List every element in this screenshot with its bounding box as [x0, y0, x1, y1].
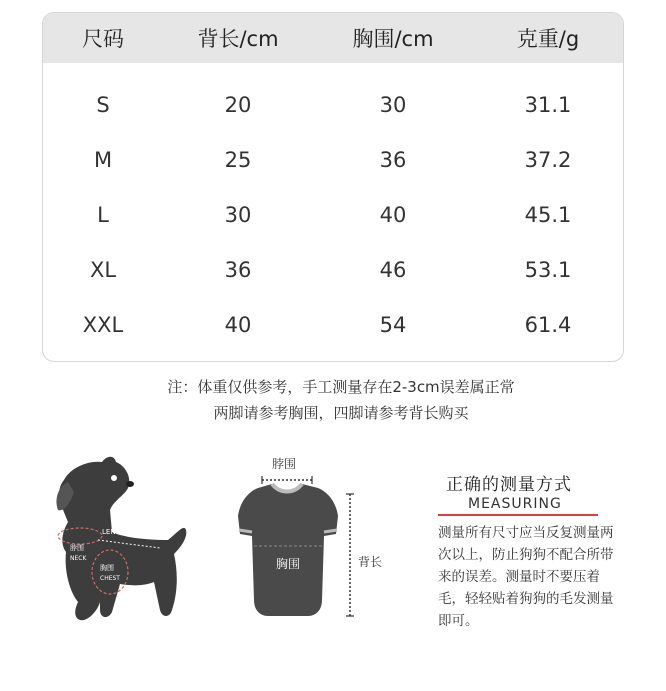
header-size: 尺码 [82, 27, 124, 51]
chest-label-cn: 胸围 [100, 564, 114, 572]
cell-size: XXL [82, 312, 124, 337]
shirt-chest-label: 胸围 [276, 557, 301, 571]
method-title: 正确的测量方式 [446, 475, 572, 495]
cell-weight: 61.4 [524, 312, 572, 337]
dog-eye [111, 475, 117, 481]
cell-chest: 46 [379, 257, 407, 282]
cell-weight: 45.1 [524, 202, 572, 227]
cell-back-length: 40 [224, 312, 252, 337]
neck-label-en: NECK [70, 555, 87, 562]
cell-weight: 53.1 [524, 257, 572, 282]
method-divider [438, 514, 598, 516]
dog-measure-illustration [40, 452, 210, 632]
measuring-method [438, 470, 638, 632]
shirt-silhouette [238, 484, 338, 616]
header-weight: 克重/g [516, 27, 580, 51]
table-row [43, 187, 623, 242]
neck-label-cn: 脖围 [70, 544, 84, 552]
cell-size: XL [89, 257, 117, 282]
shirt-measure-illustration [228, 450, 398, 630]
note-weight-error: 注：体重仅供参考，手工测量存在2-3cm误差属正常 [167, 378, 515, 396]
cell-chest: 40 [379, 202, 407, 227]
table-row [43, 297, 623, 352]
cell-chest: 36 [379, 147, 407, 172]
cell-back-length: 36 [224, 257, 252, 282]
header-back-length: 背长/cm [197, 27, 279, 51]
shirt-back-label: 背长 [358, 555, 383, 569]
shirt-neck-label: 脖围 [272, 457, 297, 471]
cell-weight: 31.1 [524, 92, 572, 117]
table-row [43, 242, 623, 297]
table-header [43, 13, 623, 63]
header-chest: 胸围/cm [352, 27, 434, 51]
cell-size: S [96, 92, 110, 117]
table-row [43, 77, 623, 132]
cell-back-length: 30 [224, 202, 252, 227]
cell-back-length: 20 [224, 92, 252, 117]
dog-nose [126, 481, 134, 487]
dog-silhouette [59, 457, 186, 620]
cell-chest: 30 [379, 92, 407, 117]
cell-size: L [97, 202, 109, 227]
cell-chest: 54 [379, 312, 407, 337]
chest-label-en: CHEST [100, 575, 120, 582]
cell-weight: 37.2 [524, 147, 572, 172]
method-subtitle: MEASURING [468, 496, 562, 512]
size-notes [0, 374, 666, 426]
table-row [43, 132, 623, 187]
length-label: LENGTH背长 [102, 528, 145, 536]
table-body [43, 63, 623, 352]
note-purchase-guide: 两脚请参考胸围，四脚请参考背长购买 [213, 404, 469, 422]
size-table [42, 12, 624, 362]
cell-back-length: 25 [224, 147, 252, 172]
cell-size: M [93, 147, 113, 172]
method-body: 测量所有尺寸应当反复测量两次以上，防止狗狗不配合所带来的误差。测量时不要压着毛，轻轻贴着狗狗的毛发测量即可。 [438, 525, 614, 629]
